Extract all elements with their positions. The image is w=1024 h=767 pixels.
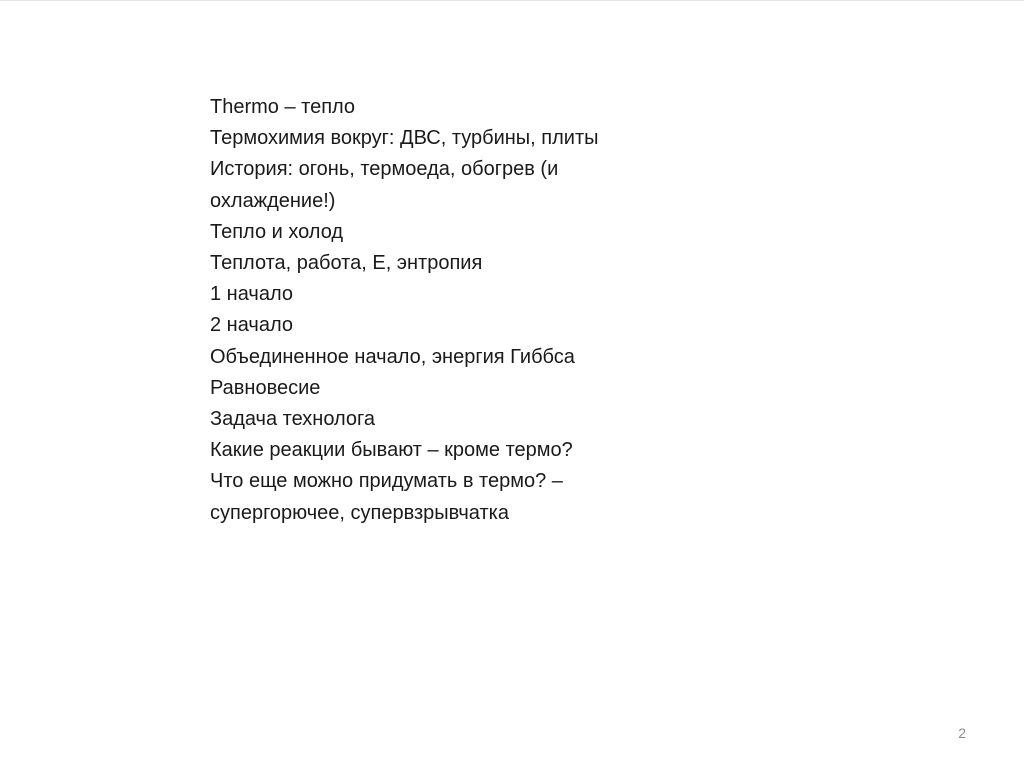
text-line: Теплота, работа, E, энтропия <box>210 252 483 275</box>
text-line: Равновесие <box>210 376 321 399</box>
text-line: Какие реакции бывают – кроме термо? <box>210 439 573 462</box>
text-line: Thermo – тепло <box>210 96 356 118</box>
text-line: охлаждение!) <box>210 189 336 212</box>
text-line: Тепло и холод <box>210 220 344 243</box>
page-number: 2 <box>958 725 966 741</box>
slide-text-body <box>210 92 670 529</box>
text-line: супергорючее, супервзрывчатка <box>210 501 509 524</box>
text-line: 2 начало <box>210 314 293 337</box>
text-line: Объединенное начало, энергия Гиббса <box>210 345 575 368</box>
text-line: Задача технолога <box>210 408 375 431</box>
text-line: 1 начало <box>210 283 293 306</box>
text-line: Термохимия вокруг: ДВС, турбины, плиты <box>210 127 599 150</box>
text-line: Что еще можно придумать в термо? – <box>210 470 563 493</box>
text-line: История: огонь, термоеда, обогрев (и <box>210 158 559 181</box>
